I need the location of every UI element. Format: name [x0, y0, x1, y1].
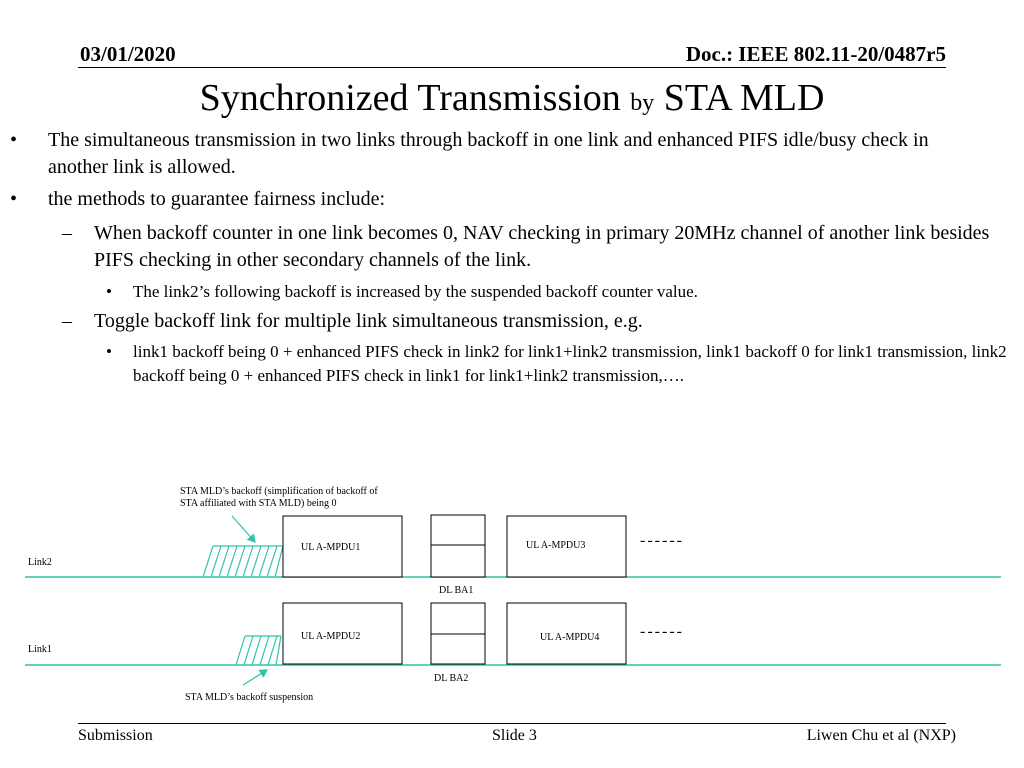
bullet-2: the methods to guarantee fairness include:	[48, 188, 386, 210]
ul-ampdu1-label: UL A-MPDU1	[301, 542, 361, 553]
footer-slide-number: Slide 3	[492, 727, 537, 744]
footer-rule	[78, 723, 946, 724]
dl-ba1-label: DL BA1	[439, 585, 474, 596]
annotation-backoff-suspension: STA MLD’s backoff suspension	[185, 692, 314, 703]
bullet-1: The simultaneous transmission in two links through backoff in one link and enhanced PIFS idle/busy check in another link is allowed.	[48, 129, 929, 178]
link1-backoff-hatch	[236, 636, 281, 665]
timing-diagram	[0, 460, 1024, 710]
slide-title	[0, 76, 1024, 120]
bullet-marker: •	[106, 342, 112, 361]
link2-label: Link2	[28, 557, 52, 568]
ul-ampdu2-label: UL A-MPDU2	[301, 631, 361, 642]
dl-ba2-label: DL BA2	[434, 673, 469, 684]
title-by: by	[630, 90, 655, 116]
sub-bullet-2: Toggle backoff link for multiple link simultaneous transmission, e.g.	[94, 310, 643, 332]
header-rule	[78, 67, 946, 68]
annotation-backoff-zero-line2: STA affiliated with STA MLD) being 0	[180, 498, 337, 509]
ul-ampdu4-label: UL A-MPDU4	[540, 632, 600, 643]
link1-label: Link1	[28, 644, 52, 655]
header-doc-id: Doc.: IEEE 802.11-20/0487r5	[685, 42, 946, 66]
link2-backoff-hatch	[203, 546, 283, 577]
sub-sub-bullet-2: link1 backoff being 0 + enhanced PIFS check in link2 for link1+link2 transmission, link1 backoff 0 for link1 transmission, link2 backoff being 0 + enhanced PIFS check in link1 for link1+link2 transmission,….	[133, 342, 1007, 385]
continuation-dashes-top: ------	[640, 532, 684, 549]
bullet-marker: •	[106, 282, 112, 301]
sub-bullet-1: When backoff counter in one link becomes 0, NAV checking in primary 20MHz channel of another link besides PIFS checking in other secondary channels of the link.	[94, 222, 990, 271]
footer-submission: Submission	[78, 727, 153, 744]
title-tail: STA MLD	[663, 77, 825, 119]
annotation-backoff-zero-line1: STA MLD’s backoff (simplification of backoff of	[180, 486, 378, 497]
backoff-zero-arrow	[232, 516, 255, 542]
continuation-dashes-bottom: ------	[640, 623, 684, 640]
title-main: Synchronized Transmission	[199, 77, 621, 119]
dash-marker: –	[62, 310, 72, 332]
dash-marker: –	[62, 222, 72, 244]
bullet-marker: •	[10, 129, 18, 151]
footer-author: Liwen Chu et al (NXP)	[806, 727, 956, 744]
bullet-marker: •	[10, 188, 18, 210]
ul-ampdu3-label: UL A-MPDU3	[526, 540, 586, 551]
link1-ba-box-bottom	[431, 634, 485, 664]
backoff-suspension-arrow	[243, 670, 267, 685]
link1-ba-box-top	[431, 603, 485, 634]
sub-sub-bullet-1: The link2’s following backoff is increased by the suspended backoff counter value.	[133, 282, 698, 301]
link2-ba-box-top	[431, 515, 485, 545]
header-date: 03/01/2020	[80, 42, 176, 66]
link2-ba-box-bottom	[431, 545, 485, 577]
